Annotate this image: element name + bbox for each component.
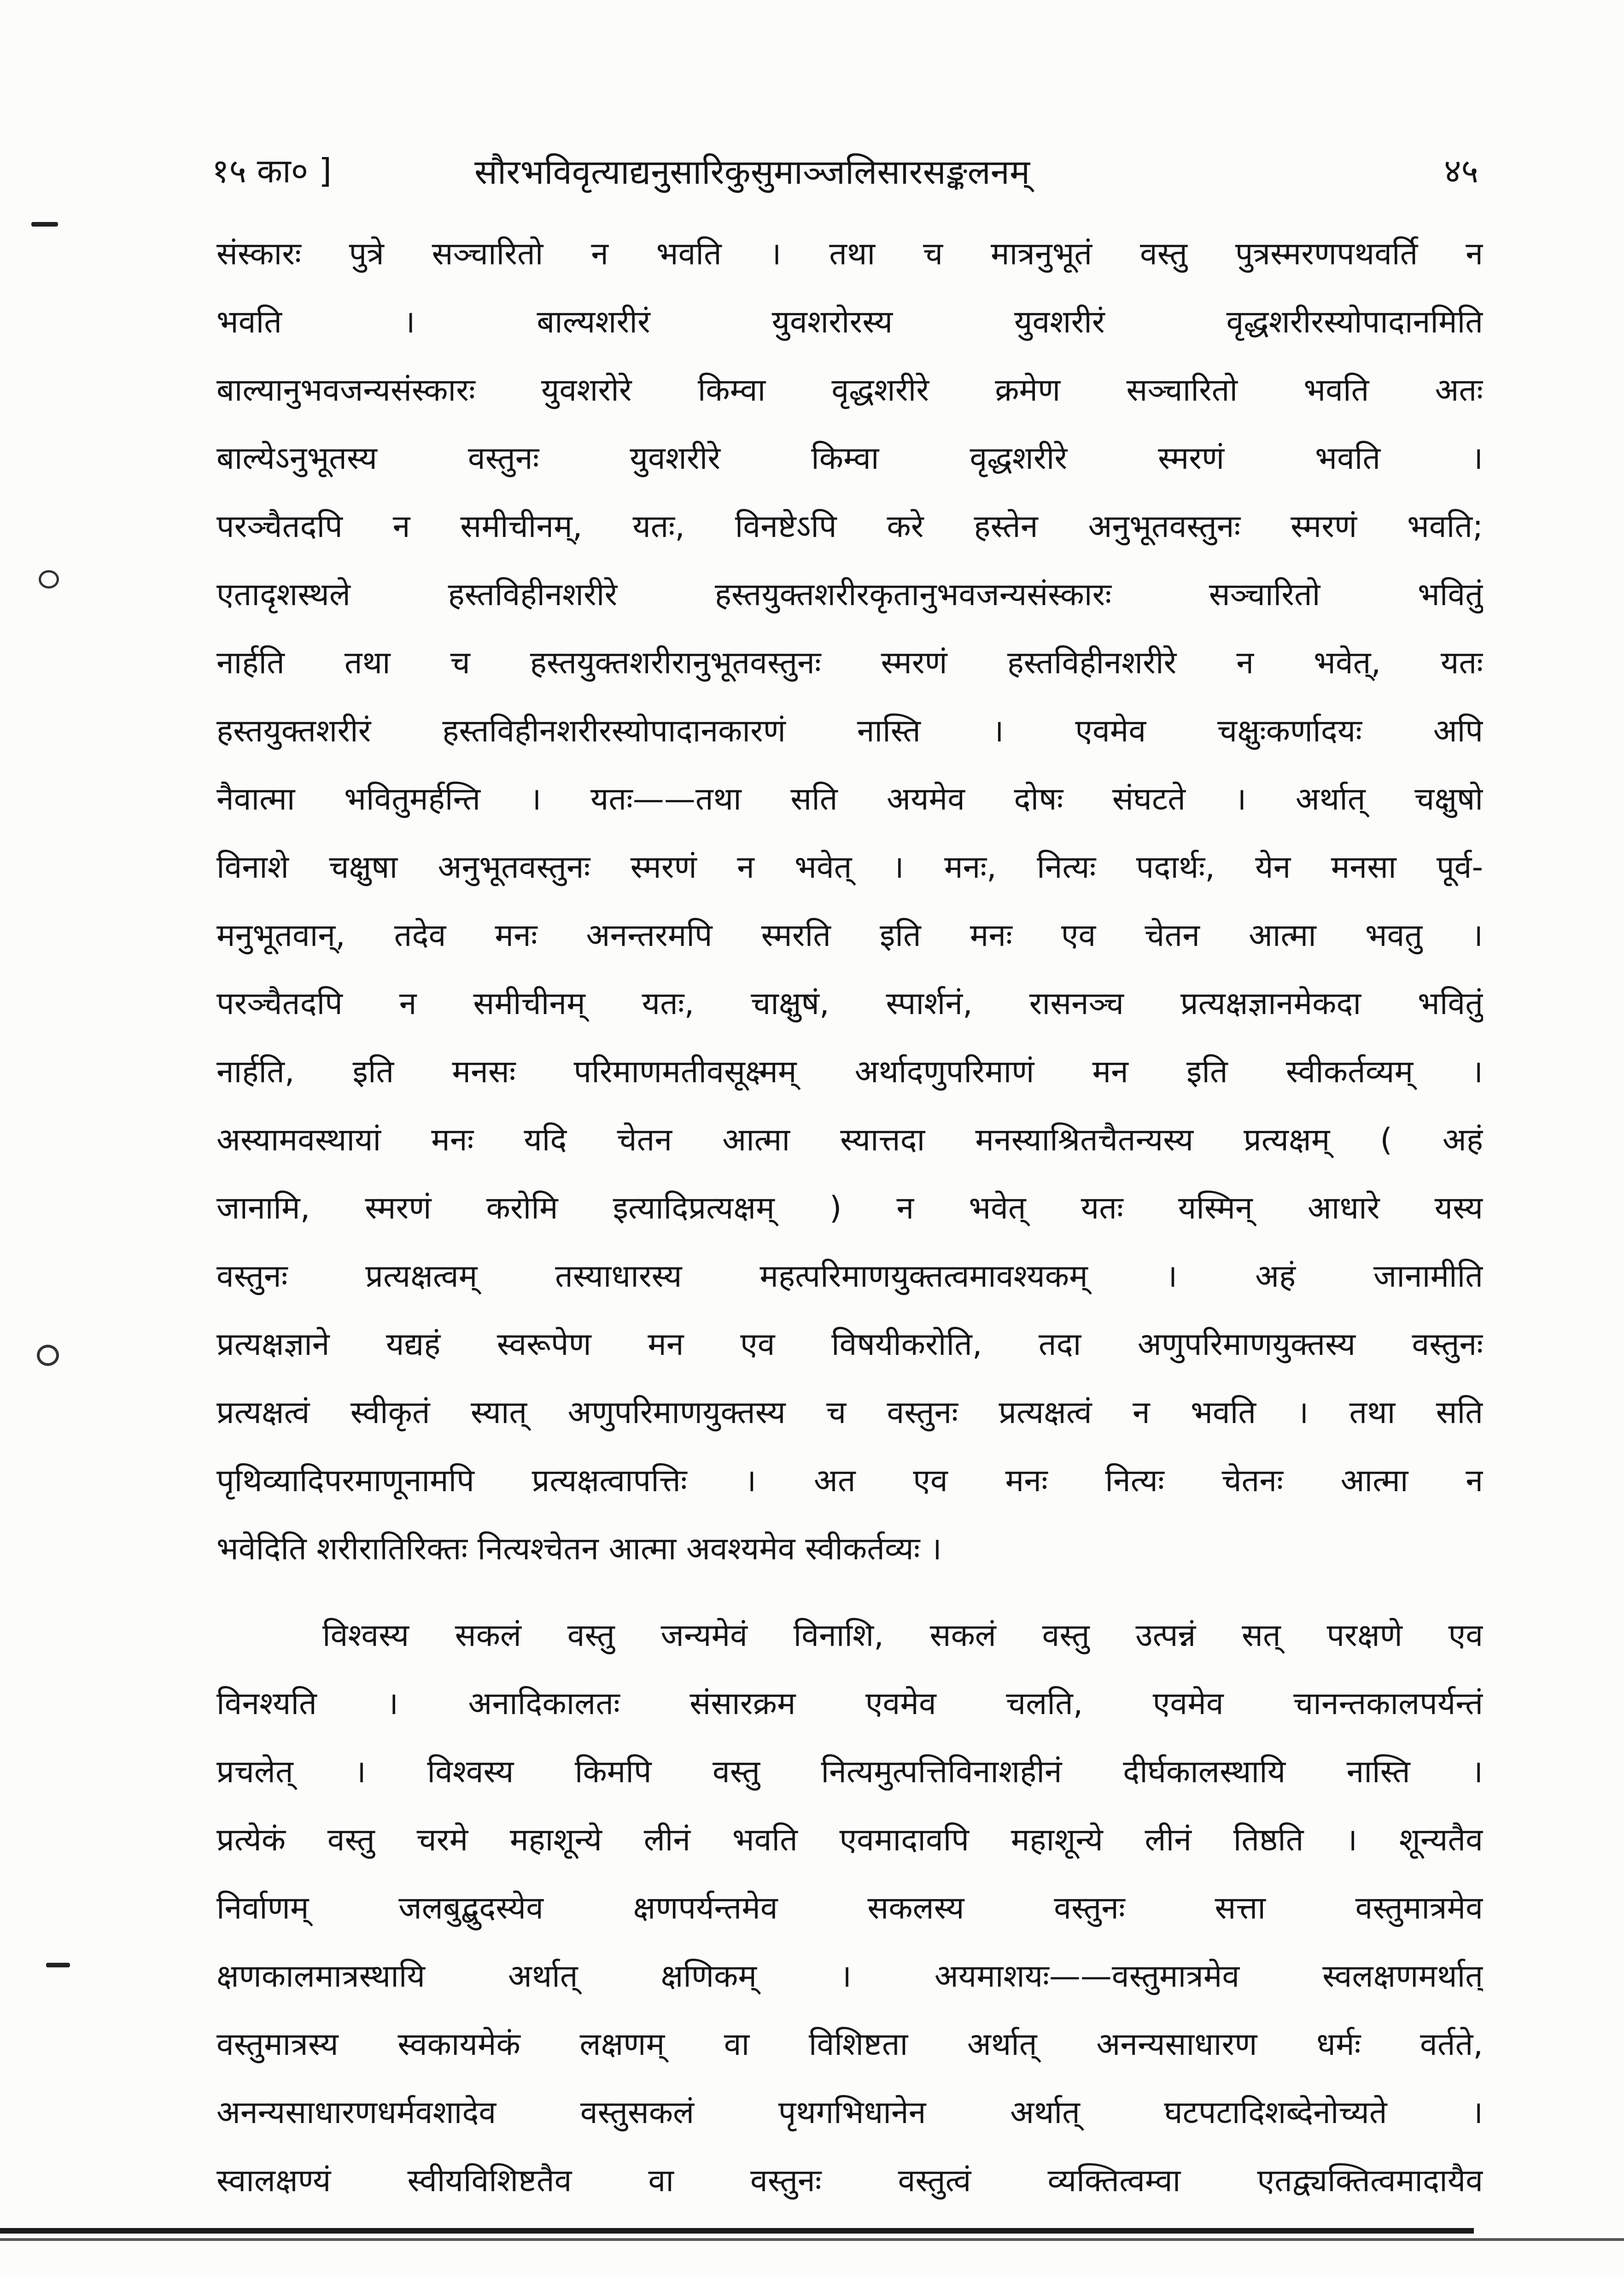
text-line: निर्वाणम् जलबुद्बुदस्येव क्षणपर्यन्तमेव सकलस्य वस्तुनः सत्ता वस्तुमात्रमेव: [216, 1890, 1483, 1926]
text-line: स्वालक्षण्यं स्वीयविशिष्टतैव वा वस्तुनः वस्तुत्वं व्यक्तित्वम्वा एतद्व्यक्तित्वमादायैव: [216, 2163, 1483, 2199]
text-line: बाल्यानुभवजन्यसंस्कारः युवशरोरे किम्वा वृद्धशरीरे क्रमेण सञ्चारितो भवति अतः: [216, 372, 1483, 408]
text-line: प्रत्येकं वस्तु चरमे महाशून्ये लीनं भवति एवमादावपि महाशून्ये लीनं तिष्ठति । शून्यतैव: [216, 1822, 1483, 1858]
margin-mark: [37, 1345, 59, 1366]
text-line: एतादृशस्थले हस्तविहीनशरीरे हस्तयुक्तशरीरकृतानुभवजन्यसंस्कारः सञ्चारितो भवितुं: [216, 577, 1483, 613]
text-line: परञ्चैतदपि न समीचीनम्, यतः, विनष्टेऽपि करे हस्तेन अनुभूतवस्तुनः स्मरणं भवति;: [216, 508, 1483, 545]
text-line: जानामि, स्मरणं करोमि इत्यादिप्रत्यक्षम् ) न भवेत् यतः यस्मिन् आधारे यस्य: [216, 1190, 1483, 1226]
paragraph-gap: [216, 1583, 1483, 1602]
bottom-rule: [0, 2228, 1474, 2234]
text-line: अनन्यसाधारणधर्मवशादेव वस्तुसकलं पृथगभिधानेन अर्थात् घटपटादिशब्देनोच्यते ।: [216, 2094, 1483, 2131]
text-line: बाल्येऽनुभूतस्य वस्तुनः युवशरीरे किम्वा वृद्धशरीरे स्मरणं भवति ।: [216, 440, 1483, 477]
text-line: विश्वस्य सकलं वस्तु जन्यमेवं विनाशि, सकलं वस्तु उत्पन्नं सत् परक्षणे एव: [322, 1617, 1483, 1654]
text-line: प्रचलेत् । विश्वस्य किमपि वस्तु नित्यमुत्पत्तिविनाशहीनं दीर्घकालस्थायि नास्ति ।: [216, 1754, 1483, 1790]
text-line: वस्तुमात्रस्य स्वकायमेकं लक्षणम् वा विशिष्टता अर्थात् अनन्यसाधारण धर्मः वर्तते,: [216, 2026, 1483, 2063]
text-line: विनाशे चक्षुषा अनुभूतवस्तुनः स्मरणं न भवेत् । मनः, नित्यः पदार्थः, येन मनसा पूर्व-: [216, 849, 1483, 886]
paragraph: [216, 1602, 1483, 2215]
text-line: अस्यामवस्थायां मनः यदि चेतन आत्मा स्यात्तदा मनस्याश्रितचैतन्यस्य प्रत्यक्षम् ( अहं: [216, 1122, 1483, 1158]
bottom-rule: [0, 2238, 1624, 2241]
running-title: सौरभविवृत्याद्यनुसारिकुसुमाञ्जलिसारसङ्कलनम्: [474, 152, 1030, 192]
text-line: परञ्चैतदपि न समीचीनम् यतः, चाक्षुषं, स्पार्शनं, रासनञ्च प्रत्यक्षज्ञानमेकदा भवितुं: [216, 986, 1483, 1022]
text-line: भवति । बाल्यशरीरं युवशरोरस्य युवशरीरं वृद्धशरीरस्योपादानमिति: [216, 304, 1483, 340]
text-line: संस्कारः पुत्रे सञ्चारितो न भवति । तथा च मात्रनुभूतं वस्तु पुत्रस्मरणपथवर्ति न: [216, 236, 1483, 272]
text-line: प्रत्यक्षत्वं स्वीकृतं स्यात् अणुपरिमाणयुक्तस्य च वस्तुनः प्रत्यक्षत्वं न भवति । तथा सति: [216, 1394, 1483, 1431]
section-reference: १५ का० ]: [212, 152, 332, 190]
text-line: पृथिव्यादिपरमाणूनामपि प्रत्यक्षत्वापत्तिः । अत एव मनः नित्यः चेतनः आत्मा न: [216, 1463, 1483, 1499]
page-header: [212, 138, 1483, 203]
text-line: मनुभूतवान्, तदेव मनः अनन्तरमपि स्मरति इति मनः एव चेतन आत्मा भवतु ।: [216, 917, 1483, 954]
text-line: विनश्यति । अनादिकालतः संसारक्रम एवमेव चलति, एवमेव चानन्तकालपर्यन्तं: [216, 1686, 1483, 1722]
margin-mark: [39, 570, 59, 589]
margin-mark: [31, 222, 58, 227]
page-number: ४५: [1444, 152, 1478, 190]
text-line: क्षणकालमात्रस्थायि अर्थात् क्षणिकम् । अयमाशयः——वस्तुमात्रमेव स्वलक्षणमर्थात्: [216, 1958, 1483, 1995]
text-line: नार्हति तथा च हस्तयुक्तशरीरानुभूतवस्तुनः स्मरणं हस्तविहीनशरीरे न भवेत्, यतः: [216, 645, 1483, 681]
text-line: वस्तुनः प्रत्यक्षत्वम् तस्याधारस्य महत्परिमाणयुक्तत्वमावश्यकम् । अहं जानामीति: [216, 1258, 1483, 1295]
text-line: प्रत्यक्षज्ञाने यद्यहं स्वरूपेण मन एव विषयीकरोति, तदा अणुपरिमाणयुक्तस्य वस्तुनः: [216, 1326, 1483, 1363]
text-line: नार्हति, इति मनसः परिमाणमतीवसूक्ष्मम् अर्थादणुपरिमाणं मन इति स्वीकर्तव्यम् ।: [216, 1054, 1483, 1090]
text-line: भवेदिति शरीरातिरिक्तः नित्यश्चेतन आत्मा अवश्यमेव स्वीकर्तव्यः ।: [216, 1531, 942, 1567]
text-line: हस्तयुक्तशरीरं हस्तविहीनशरीरस्योपादानकारणं नास्ति । एवमेव चक्षुःकर्णादयः अपि: [216, 713, 1483, 749]
body-text: [216, 220, 1483, 2215]
paragraph: [216, 220, 1483, 1583]
margin-mark: [46, 1963, 70, 1967]
text-line: नैवात्मा भवितुमर्हन्ति । यतः——तथा सति अयमेव दोषः संघटते । अर्थात् चक्षुषो: [216, 781, 1483, 817]
